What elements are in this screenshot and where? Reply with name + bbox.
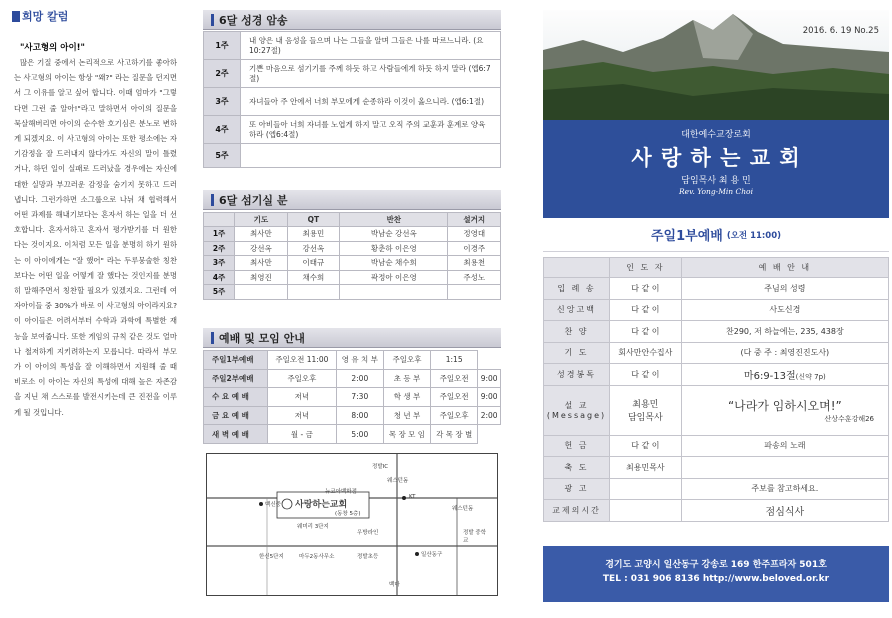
heading-marker-icon xyxy=(12,11,20,22)
roles-cell: 최영진 xyxy=(235,270,288,285)
order-row xyxy=(544,321,889,343)
order-row xyxy=(544,478,889,500)
order-row xyxy=(544,435,889,457)
order-label-text: 입 례 송 xyxy=(557,283,596,293)
column-heading xyxy=(12,8,68,24)
order-leader-sub: 담임목사 xyxy=(627,413,663,423)
week-label: 5주 xyxy=(204,144,241,168)
memorization-title-text: 6달 성경 암송 xyxy=(219,13,288,27)
order-label xyxy=(544,385,610,435)
week-label: 1주 xyxy=(204,227,235,242)
map-label: 웨미리 3단지 xyxy=(297,524,329,530)
schedule-cell: 주일오전 xyxy=(431,369,478,388)
order-leader xyxy=(609,299,681,321)
week-label: 4주 xyxy=(204,270,235,285)
service-time: (오전 11:00) xyxy=(726,230,782,241)
service-heading xyxy=(543,218,889,252)
order-row xyxy=(544,342,889,364)
roles-header-cell: QT xyxy=(287,213,340,227)
service-name: 주일1부예배 xyxy=(204,351,268,370)
verse-text: 자녀들아 주 안에서 너희 부모에게 순종하라 이것이 옳으니라. (엡6:1절) xyxy=(241,88,501,116)
column-body: 많은 기질 중에서 논리적으로 사고하기를 좋아하는 사고형의 아이는 항상 "왜?" 라는 질문을 던지면서 그 이유를 알고 싶어 합니다. 이때 엄마가 "그렇다면 그런 줄 알아!"라고 말하면서 아이의 질문을 묵살해버리면 아이의 순수한 호기심은 분노로 변하게 되겠지요. 이 사고형의 아이는 또한 평소에는 자기감정을 잘 드러내지 않다가도 자신의 말이 틀렸거나, 하던 일이 실패로 드러났을 경우에는 자신에 대한 실망과 부끄러운 감정을 숨기지 못하고 드러냅니다. 그런가하면 소그룹으로 나뉘 채 협력해서 어떤 과제를 해내기보다는 혼자서 하는 일을 더 선호합니다. 혼자서하고 혼자서 평가받기를 더 원한다는 것이지요. 이처럼 모든 일을 분명히 하기 원하는 이 아이에게는 "잘 했어" 라는 두루뭉술한 칭찬보다는 어떤 일을 어떻게 잘 했다는 것인지를 분명히 말해주면서 칭찬할 필요가 있겠지요. 그런데 여자아이들 중 30%가 바로 이 사고형의 아이라지요? 이 아이들은 어려서부터 수학과 과학에 특별한 재능을 보여줍니다. 또한 게임의 규칙 같은 것도 얼마나 철저하게 지키려하는지 모릅니다. 따라서 부모가 이 아이의 특성을 잘 이해하면서 지원해 줄 때 비로소 이 아이는 자신의 특성에 대해 높은 자존감을 지닌 채 스스로를 발전시키는데 큰 진전을 이루게 될 것입니다. xyxy=(14,58,177,417)
schedule-row xyxy=(204,351,501,370)
schedule-row xyxy=(204,425,501,444)
schedule-title xyxy=(203,328,501,348)
order-content-text: 마6:9-13절 xyxy=(743,370,796,382)
order-leader-text: 최용민 xyxy=(632,400,659,410)
order-content-text: 주보를 참고하세요. xyxy=(751,484,819,494)
order-content-text: 사도신경 xyxy=(769,305,801,315)
schedule-title-text: 예배 및 모임 안내 xyxy=(219,331,305,345)
order-header-row xyxy=(544,258,889,278)
roles-header-cell xyxy=(204,213,235,227)
denomination: 대한예수교장로회 xyxy=(681,130,751,140)
order-content xyxy=(681,500,888,522)
schedule-cell: 2:00 xyxy=(478,406,501,425)
map-label: 일산동구 xyxy=(421,552,443,558)
roles-row xyxy=(204,256,501,271)
service-roles-title xyxy=(203,190,501,210)
verse-text xyxy=(241,144,501,168)
memorization-row xyxy=(204,60,501,88)
verse-text: 내 양은 내 음성을 들으며 나는 그들을 알며 그들은 나를 따르느니라. (요10:27절) xyxy=(241,32,501,60)
roles-header-cell: 설거지 xyxy=(448,213,501,227)
order-leader-text: 다 같 이 xyxy=(631,305,660,315)
order-label xyxy=(544,299,610,321)
week-label: 4주 xyxy=(204,116,241,144)
schedule-cell: 영 유 치 부 xyxy=(336,351,383,370)
order-label-sub: (Message) xyxy=(546,411,607,420)
church-banner xyxy=(543,10,889,218)
roles-cell: 채수희 xyxy=(287,270,340,285)
order-label xyxy=(544,364,610,386)
order-content xyxy=(681,364,888,386)
order-leader-text: 회사만안수집사 xyxy=(618,348,673,358)
schedule-row xyxy=(204,369,501,388)
order-row xyxy=(544,364,889,386)
order-label-text: 신앙고백 xyxy=(557,305,596,315)
column-heading-text: 희망 칼럼 xyxy=(22,10,69,23)
order-content xyxy=(681,457,888,479)
schedule-cell: 주일오전 xyxy=(431,388,478,407)
order-leader xyxy=(609,385,681,435)
roles-cell: 이태규 xyxy=(287,256,340,271)
schedule-cell: 주일오전 11:00 xyxy=(268,351,337,370)
order-header-cell: 인 도 자 xyxy=(609,258,681,278)
schedule-table xyxy=(203,350,501,444)
roles-cell: 곽정아 이은영 xyxy=(340,270,448,285)
roles-cell: 박남순 채수희 xyxy=(340,256,448,271)
order-label xyxy=(544,278,610,300)
map-label: 한신5단지 xyxy=(259,554,284,560)
roles-cell: 박남순 강선옥 xyxy=(340,227,448,242)
order-header-blank xyxy=(544,258,610,278)
order-leader xyxy=(609,500,681,522)
order-label-text: 교제의시간 xyxy=(552,505,601,515)
order-leader-text: 다 같 이 xyxy=(631,369,660,379)
roles-cell: 강선옥 xyxy=(235,241,288,256)
order-label-text: 기 도 xyxy=(564,348,589,358)
title-bar-icon xyxy=(211,332,214,344)
roles-row xyxy=(204,227,501,242)
schedule-cell: 각 목 장 별 xyxy=(431,425,478,444)
schedule-cell: 초 등 부 xyxy=(383,369,430,388)
service-title: 주일1부예배 xyxy=(650,229,723,244)
order-content-sub: (신약 7p) xyxy=(795,372,826,381)
order-leader xyxy=(609,342,681,364)
map-label: 마두2동사무소 xyxy=(299,554,335,560)
memorization-title xyxy=(203,10,501,30)
roles-cell: 최용민 xyxy=(287,227,340,242)
schedule-cell: 목 장 모 임 xyxy=(383,425,430,444)
roles-header-cell: 기도 xyxy=(235,213,288,227)
pastor-english: Rev. Yong-Min Choi xyxy=(679,187,753,196)
order-label xyxy=(544,435,610,457)
roles-cell: 최사만 xyxy=(235,256,288,271)
roles-row xyxy=(204,241,501,256)
order-label-text: 찬 양 xyxy=(564,326,589,336)
schedule-cell: 9:00 xyxy=(478,388,501,407)
order-content-text: 점심식사 xyxy=(765,506,805,518)
order-row xyxy=(544,457,889,479)
schedule-row xyxy=(204,406,501,425)
schedule-cell: 주일오후 xyxy=(268,369,337,388)
order-content xyxy=(681,478,888,500)
schedule-cell: 2:00 xyxy=(336,369,383,388)
roles-cell xyxy=(340,285,448,300)
map-label: 웨스턴돔 xyxy=(387,478,409,484)
church-address: 경기도 고양시 일산동구 강송로 169 한주프라자 501호 xyxy=(605,560,827,570)
roles-header-cell: 반찬 xyxy=(340,213,448,227)
week-label: 3주 xyxy=(204,88,241,116)
map-label: KT xyxy=(409,494,416,500)
column-panel xyxy=(0,0,185,618)
order-content xyxy=(681,385,888,435)
order-leader-text: 다 같 이 xyxy=(631,326,660,336)
schedule-cell: 8:00 xyxy=(336,406,383,425)
week-label: 5주 xyxy=(204,285,235,300)
map-label: 정발IC xyxy=(372,464,389,470)
map-label: 백신중 xyxy=(265,502,281,508)
schedule-cell: 저녁 xyxy=(268,406,337,425)
order-header-cell: 예 배 안 내 xyxy=(681,258,888,278)
roles-cell: 강선옥 xyxy=(287,241,340,256)
title-bar-icon xyxy=(211,194,214,206)
order-row xyxy=(544,385,889,435)
memorization-table xyxy=(203,31,501,168)
order-row xyxy=(544,500,889,522)
order-leader xyxy=(609,457,681,479)
roles-cell xyxy=(287,285,340,300)
order-content xyxy=(681,299,888,321)
service-roles-title-text: 6달 섬기실 분 xyxy=(219,193,288,207)
memorization-row xyxy=(204,116,501,144)
memorization-row xyxy=(204,32,501,60)
schedule-row xyxy=(204,388,501,407)
map-marker-icon xyxy=(259,502,263,506)
map-label: 뉴코아백화점 xyxy=(325,489,357,495)
order-content xyxy=(681,321,888,343)
issue-date: 2016. 6. 19 No.25 xyxy=(802,26,879,36)
schedule-cell: 주일오후 xyxy=(383,351,430,370)
order-row xyxy=(544,299,889,321)
order-leader xyxy=(609,321,681,343)
roles-cell: 황춘하 이은영 xyxy=(340,241,448,256)
worship-order-table xyxy=(543,257,889,522)
map-label: (동창 5층) xyxy=(335,511,361,517)
service-roles-table xyxy=(203,212,501,300)
order-leader-text: 다 같 이 xyxy=(631,283,660,293)
order-leader xyxy=(609,478,681,500)
schedule-cell: 주일오후 xyxy=(431,406,478,425)
order-row xyxy=(544,278,889,300)
service-name: 새 벽 예 배 xyxy=(204,425,268,444)
verse-text: 또 아비들아 너희 자녀를 노엽게 하지 말고 오직 주의 교훈과 훈계로 양육하라 (엡6:4절) xyxy=(241,116,501,144)
week-label: 2주 xyxy=(204,60,241,88)
roles-cell xyxy=(235,285,288,300)
church-footer xyxy=(543,546,889,602)
service-name: 주일2부예배 xyxy=(204,369,268,388)
order-label xyxy=(544,321,610,343)
order-content xyxy=(681,278,888,300)
map-label: 웨스턴돔 xyxy=(452,506,474,512)
schedule-cell: 7:30 xyxy=(336,388,383,407)
order-leader xyxy=(609,435,681,457)
map-marker-icon xyxy=(402,496,406,500)
order-content-text: 찬290, 저 하늘에는, 235, 438장 xyxy=(726,326,844,336)
order-label-text: 축 도 xyxy=(564,462,589,472)
order-content-text: 파송의 노래 xyxy=(764,441,806,451)
order-label-text: 설 교 xyxy=(564,401,589,410)
schedule-cell: 저녁 xyxy=(268,388,337,407)
memorization-row xyxy=(204,88,501,116)
church-name: 사 랑 하 는 교 회 xyxy=(631,146,801,170)
map-label: 정발 중학교 xyxy=(463,530,487,544)
schedule-cell: 1:15 xyxy=(431,351,478,370)
pastor-line: 담임목사 최 용 민 xyxy=(681,176,751,186)
memorization-row xyxy=(204,144,501,168)
column-subtitle: "사고형의 아이!" xyxy=(20,43,85,53)
roles-cell: 최사만 xyxy=(235,227,288,242)
order-content-text: 주님의 성령 xyxy=(764,283,806,293)
order-label xyxy=(544,342,610,364)
title-bar-icon xyxy=(211,14,214,26)
map-marker-icon xyxy=(415,552,419,556)
week-label: 3주 xyxy=(204,256,235,271)
order-leader xyxy=(609,364,681,386)
roles-cell: 이경주 xyxy=(448,241,501,256)
roles-cell: 정영대 xyxy=(448,227,501,242)
schedule-cell: 청 년 부 xyxy=(383,406,430,425)
map-roads xyxy=(207,454,497,595)
schedule-cell: 학 생 부 xyxy=(383,388,430,407)
order-content-text: (다 중 주 : 최영진진도사) xyxy=(740,348,830,358)
order-label xyxy=(544,500,610,522)
schedule-cell: 9:00 xyxy=(478,369,501,388)
order-label-text: 광 고 xyxy=(564,484,589,494)
order-label xyxy=(544,457,610,479)
schedule-cell: 5:00 xyxy=(336,425,383,444)
map-label: 정발초등 xyxy=(357,554,379,560)
roles-cell: 주성노 xyxy=(448,270,501,285)
map-church-label: 사랑하는교회 xyxy=(295,500,348,510)
verse-text: 기쁜 마음으로 섬기기를 주께 하듯 하고 사람들에게 하듯 하지 말라 (엡6:7절) xyxy=(241,60,501,88)
order-content xyxy=(681,342,888,364)
order-content-sub: 산상수훈강해26 xyxy=(824,414,874,423)
order-leader-text: 최용민목사 xyxy=(626,462,665,472)
order-leader xyxy=(609,278,681,300)
order-content-text: “나라가 임하시오며!” xyxy=(727,398,842,413)
location-map xyxy=(206,453,498,596)
order-label xyxy=(544,478,610,500)
order-leader-text: 다 같 이 xyxy=(631,441,660,451)
order-label-text: 헌 금 xyxy=(564,441,589,451)
schedule-cell: 월 - 금 xyxy=(268,425,337,444)
roles-cell: 최용천 xyxy=(448,256,501,271)
service-name: 수 요 예 배 xyxy=(204,388,268,407)
map-label: 백마 xyxy=(389,582,400,588)
map-label: 우방라인 xyxy=(357,530,379,536)
church-contact: TEL : 031 906 8136 http://www.beloved.or.kr xyxy=(602,574,830,584)
service-name: 금 요 예 배 xyxy=(204,406,268,425)
order-content xyxy=(681,435,888,457)
order-label-text: 성경봉독 xyxy=(557,369,596,379)
roles-row xyxy=(204,285,501,300)
roles-row xyxy=(204,270,501,285)
roles-cell xyxy=(448,285,501,300)
week-label: 2주 xyxy=(204,241,235,256)
week-label: 1주 xyxy=(204,32,241,60)
